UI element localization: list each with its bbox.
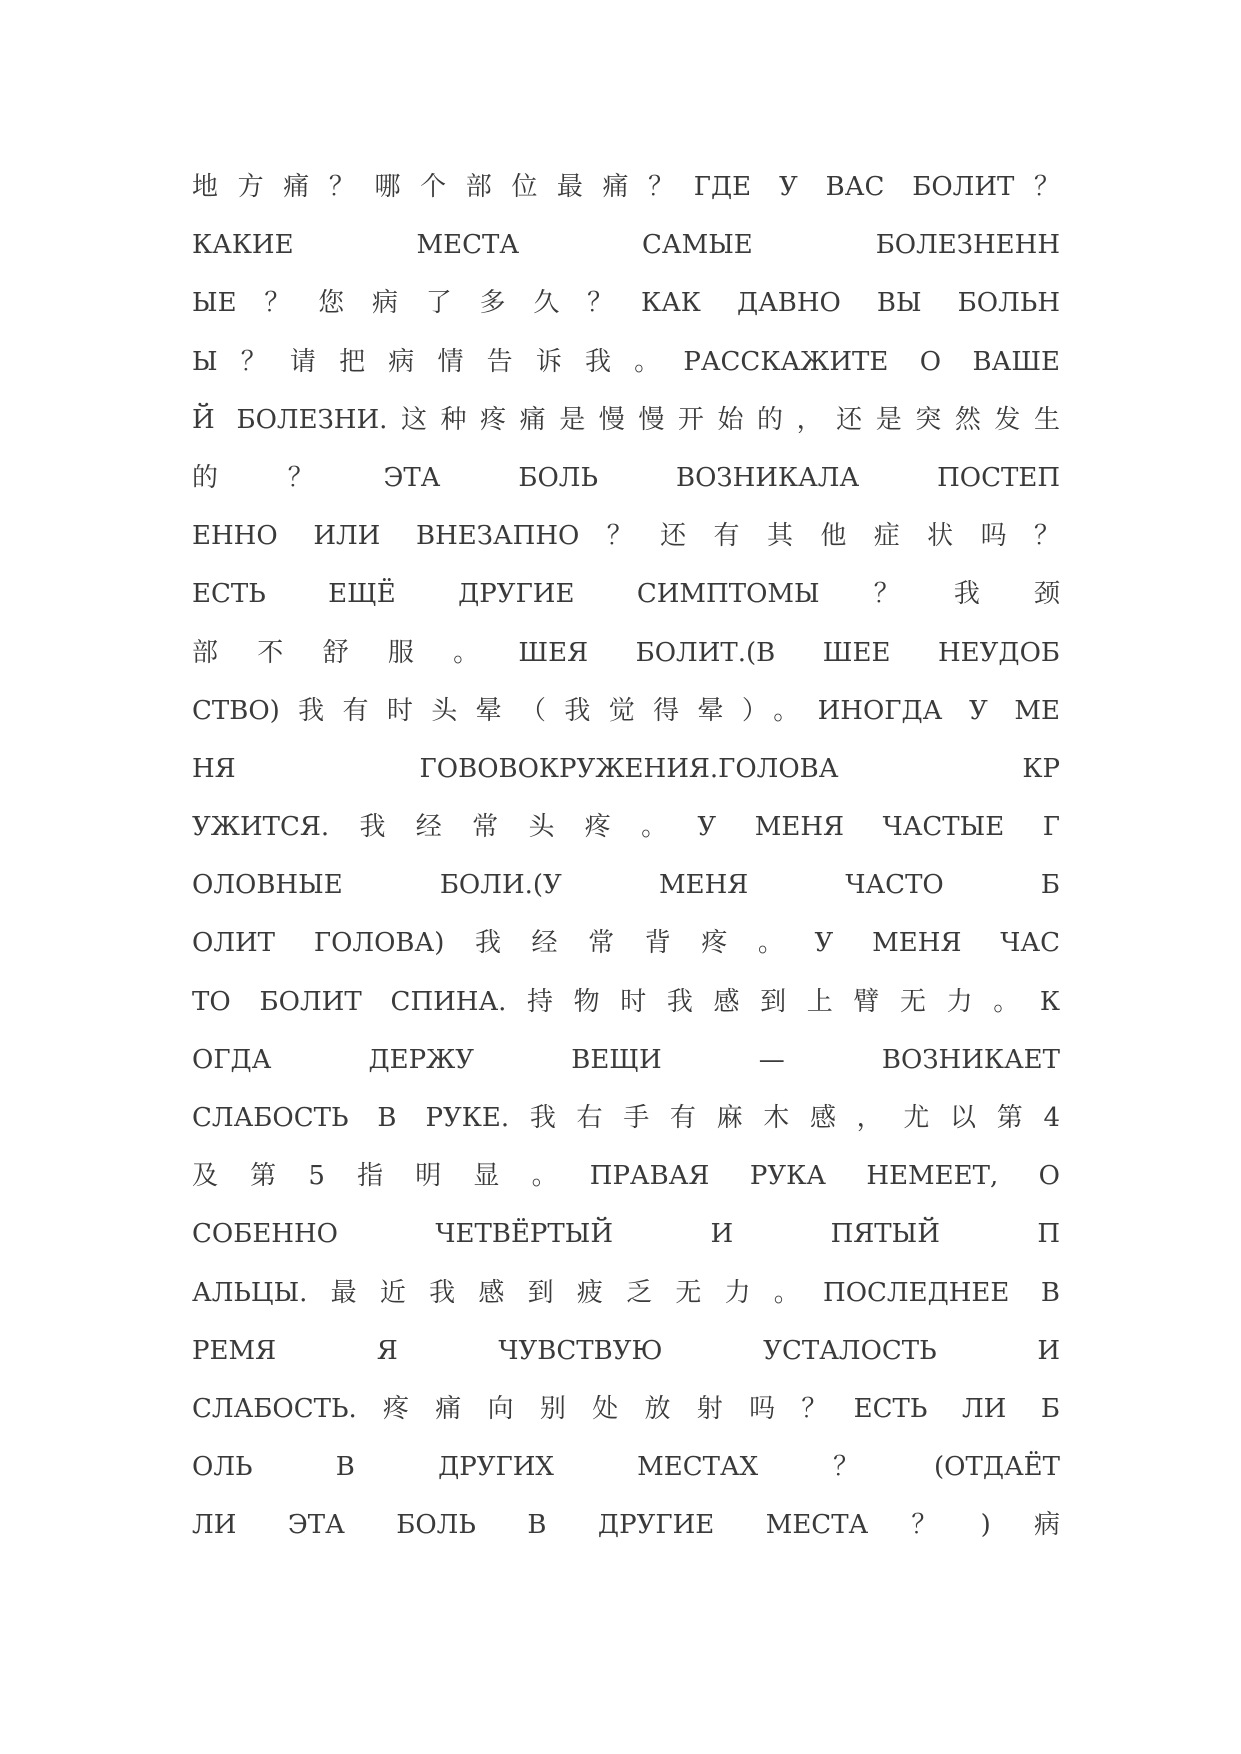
text-line: НЯ ГОВОВОКРУЖЕНИЯ.ГОЛОВА КР [192, 753, 1060, 784]
text-line: КАКИЕ МЕСТА САМЫЕ БОЛЕЗНЕНН [192, 230, 1060, 261]
text-line: Й БОЛЕЗНИ.这种疼痛是慢慢开始的，还是突然发生 [192, 404, 1060, 435]
text-line: 地方痛？哪个部位最痛？ГДЕ У ВАС БОЛИТ？ [192, 172, 1060, 202]
text-line: 部不舒服。ШЕЯ БОЛИТ.(В ШЕЕ НЕУДОБ [192, 637, 1060, 668]
text-line: УЖИТСЯ.我经常头疼。У МЕНЯ ЧАСТЫЕ Г [192, 812, 1060, 843]
text-line: АЛЬЦЫ.最近我感到疲乏无力。ПОСЛЕДНЕЕ В [192, 1277, 1060, 1308]
text-line: ОЛЬ В ДРУГИХ МЕСТАХ？(ОТДАЁТ [192, 1452, 1060, 1483]
body-text [192, 158, 1060, 1555]
text-line: ОГДА ДЕРЖУ ВЕЩИ — ВОЗНИКАЕТ [192, 1044, 1060, 1075]
text-line: ЕННО ИЛИ ВНЕЗАПНО？还有其他症状吗？ [192, 521, 1060, 552]
text-line: Ы？请把病情告诉我。РАССКАЖИТЕ О ВАШЕ [192, 346, 1060, 377]
text-line: ЫЕ？您病了多久？КАК ДАВНО ВЫ БОЛЬН [192, 288, 1060, 319]
text-line: СЛАБОСТЬ В РУКЕ.我右手有麻木感，尤以第4 [192, 1103, 1060, 1133]
text-line: 及第5指明显。ПРАВАЯ РУКА НЕМЕЕТ, О [192, 1161, 1060, 1192]
text-line: ОЛИТ ГОЛОВА)我经常背疼。У МЕНЯ ЧАС [192, 928, 1060, 959]
text-line: 的？ЭТА БОЛЬ ВОЗНИКАЛА ПОСТЕП [192, 462, 1060, 493]
text-line: РЕМЯ Я ЧУВСТВУЮ УСТАЛОСТЬ И [192, 1335, 1060, 1366]
text-line: ЕСТЬ ЕЩЁ ДРУГИЕ СИМПТОМЫ？我颈 [192, 579, 1060, 610]
text-line: СОБЕННО ЧЕТВЁРТЫЙ И ПЯТЫЙ П [192, 1219, 1060, 1250]
text-line: СТВО)我有时头晕（我觉得晕）。ИНОГДА У МЕ [192, 695, 1060, 726]
text-line: ОЛОВНЫЕ БОЛИ.(У МЕНЯ ЧАСТО Б [192, 870, 1060, 901]
text-line: ТО БОЛИТ СПИНА.持物时我感到上臂无力。К [192, 986, 1060, 1017]
text-line: ЛИ ЭТА БОЛЬ В ДРУГИЕ МЕСТА？)病 [192, 1510, 1060, 1541]
text-line: СЛАБОСТЬ.疼痛向别处放射吗？ЕСТЬ ЛИ Б [192, 1393, 1060, 1424]
